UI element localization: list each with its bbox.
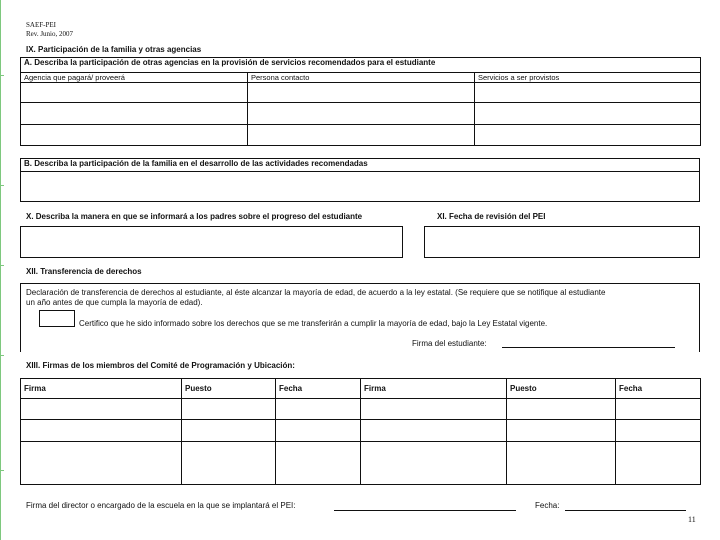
declaration-line-2: un año antes de que cumpla la mayoría de edad). [26,298,203,307]
signature-cell[interactable] [21,399,182,420]
certify-checkbox[interactable] [39,310,75,327]
director-signature-label: Firma del director o encargado de la escuela en la que se implantará el PEI: [26,501,296,510]
review-date-field[interactable] [424,226,700,258]
services-cell[interactable] [475,125,701,146]
date-column-header: Fecha [276,379,361,399]
services-cell[interactable] [475,103,701,125]
section-xiii-title: XIII. Firmas de los miembros del Comité de Programación y Ubicación: [26,361,295,370]
date-cell[interactable] [276,399,361,420]
declaration-line-1: Declaración de transferencia de derechos al estudiante, al éste alcanzar la mayoría de edad, de acuerdo a la ley estatal. (Se requiere que se notifique al estudiante [26,288,606,297]
services-cell[interactable] [475,83,701,103]
rights-transfer-box [20,283,700,352]
section-xii-title: XII. Transferencia de derechos [26,267,142,276]
table-row [21,420,701,442]
margin-tick [0,185,4,186]
signature-column-header: Firma [21,379,182,399]
signature-column-header: Firma [361,379,507,399]
margin-tick [0,470,4,471]
position-column-header: Puesto [182,379,276,399]
agency-column-header: Agencia que pagará/ proveerá [21,73,248,83]
family-participation-field[interactable] [21,172,700,202]
agencies-table [20,57,701,146]
contact-column-header: Persona contacto [248,73,475,83]
position-cell[interactable] [182,442,276,485]
table-row [21,83,701,103]
page-number: 11 [688,515,696,524]
date-cell[interactable] [276,442,361,485]
table-row [21,399,701,420]
position-cell[interactable] [507,420,616,442]
table-row [21,103,701,125]
signature-cell[interactable] [21,420,182,442]
position-cell[interactable] [182,399,276,420]
certify-statement: Certifico que he sido informado sobre los derechos que se me transferirán a cumplir la mayoría de edad, bajo la Ley Estatal vigente. [79,319,548,328]
position-cell[interactable] [507,399,616,420]
margin-tick [0,75,4,76]
margin-tick [0,355,4,356]
family-participation-table [20,158,700,202]
director-date-label: Fecha: [535,501,560,510]
agency-cell[interactable] [21,83,248,103]
position-cell[interactable] [182,420,276,442]
table-row [21,125,701,146]
section-xi-title: XI. Fecha de revisión del PEI [437,212,546,221]
student-signature-line[interactable] [502,347,675,348]
director-signature-line[interactable] [334,510,516,511]
date-cell[interactable] [616,420,701,442]
margin-tick [0,265,4,266]
student-signature-label: Firma del estudiante: [412,339,487,348]
position-column-header: Puesto [507,379,616,399]
signature-cell[interactable] [361,420,507,442]
contact-cell[interactable] [248,103,475,125]
part-b-title: B. Describa la participación de la familia en el desarrollo de las actividades recomendadas [21,159,700,172]
date-column-header: Fecha [616,379,701,399]
signature-cell[interactable] [361,399,507,420]
document-revision: Rev. Junio, 2007 [26,30,73,38]
section-x-title: X. Describa la manera en que se informará a los padres sobre el progreso del estudiante [26,212,363,221]
agency-cell[interactable] [21,103,248,125]
signature-cell[interactable] [21,442,182,485]
part-a-title: A. Describa la participación de otras agencias en la provisión de servicios recomendados para el estudiante [21,58,701,73]
contact-cell[interactable] [248,83,475,103]
committee-signatures-table [20,378,701,485]
date-cell[interactable] [616,399,701,420]
director-date-line[interactable] [565,510,686,511]
parent-progress-field[interactable] [20,226,403,258]
date-cell[interactable] [616,442,701,485]
services-column-header: Servicios a ser provistos [475,73,701,83]
signature-cell[interactable] [361,442,507,485]
date-cell[interactable] [276,420,361,442]
left-margin-rule [0,0,1,540]
section-ix-title: IX. Participación de la familia y otras agencias [26,45,202,54]
agency-cell[interactable] [21,125,248,146]
table-row [21,442,701,485]
contact-cell[interactable] [248,125,475,146]
document-code: SAEF-PEI [26,21,56,29]
position-cell[interactable] [507,442,616,485]
